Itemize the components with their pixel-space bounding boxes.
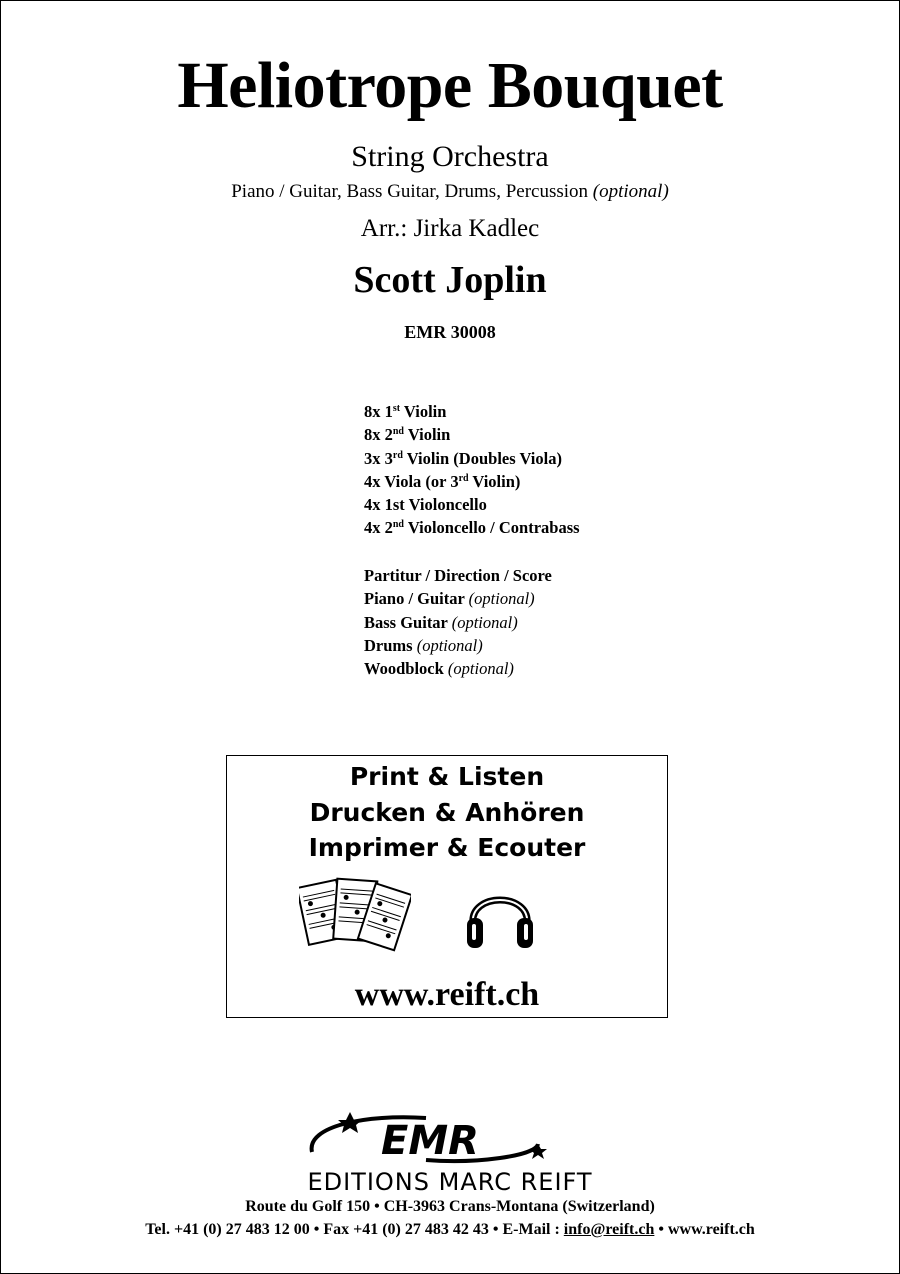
other-part: Piano / Guitar (optional) — [364, 589, 535, 609]
publisher-name: EDITIONS MARC REIFT — [307, 1168, 593, 1196]
emr-logo-text: EMR — [381, 1118, 479, 1164]
instrumentation-line — [0, 181, 900, 203]
other-parts-list — [364, 564, 552, 680]
string-part: 4x 1st Violoncello — [364, 495, 487, 515]
promo-line-en: Print & Listen — [349, 762, 545, 791]
other-part: Bass Guitar (optional) — [364, 612, 518, 632]
promo-line-de: Drucken & Anhören — [309, 798, 585, 827]
contact-website: • www.reift.ch — [654, 1221, 755, 1238]
composer: Scott Joplin — [353, 259, 547, 301]
catalog-number: EMR 30008 — [404, 322, 496, 342]
promo-website-link[interactable]: www.reift.ch — [354, 976, 540, 1013]
string-part: 3x 3rd Violin (Doubles Viola) — [364, 448, 562, 468]
arranger: Arr.: Jirka Kadlec — [360, 215, 540, 242]
sheet-music-icon — [299, 874, 411, 956]
email-link[interactable]: info@reift.ch — [563, 1221, 655, 1238]
publisher-contact — [0, 1221, 900, 1239]
instrumentation-optional: (optional) — [592, 181, 669, 202]
other-part: Partitur / Direction / Score — [364, 566, 552, 585]
string-parts-list — [364, 400, 580, 540]
other-part: Drums (optional) — [364, 635, 483, 655]
instrumentation-main: Piano / Guitar, Bass Guitar, Drums, Percussion — [231, 181, 589, 202]
other-part: Woodblock (optional) — [364, 659, 514, 679]
string-part: 8x 2nd Violin — [364, 425, 451, 445]
emr-logo — [306, 1104, 554, 1174]
page-title: Heliotrope Bouquet — [177, 49, 723, 122]
string-part: 4x 2nd Violoncello / Contrabass — [364, 518, 580, 538]
string-part: 8x 1st Violin — [364, 402, 447, 421]
promo-line-fr: Imprimer & Ecouter — [308, 833, 586, 862]
publisher-address: Route du Golf 150 • CH-3963 Crans-Montana (Switzerland) — [245, 1198, 655, 1215]
headphones-icon — [463, 878, 537, 958]
contact-phone-fax: Tel. +41 (0) 27 483 12 00 • Fax +41 (0) 27 483 42 43 • E-Mail : — [145, 1221, 564, 1238]
string-part: 4x Viola (or 3rd Violin) — [364, 471, 521, 491]
subtitle: String Orchestra — [351, 140, 549, 173]
print-listen-box — [226, 755, 668, 1018]
